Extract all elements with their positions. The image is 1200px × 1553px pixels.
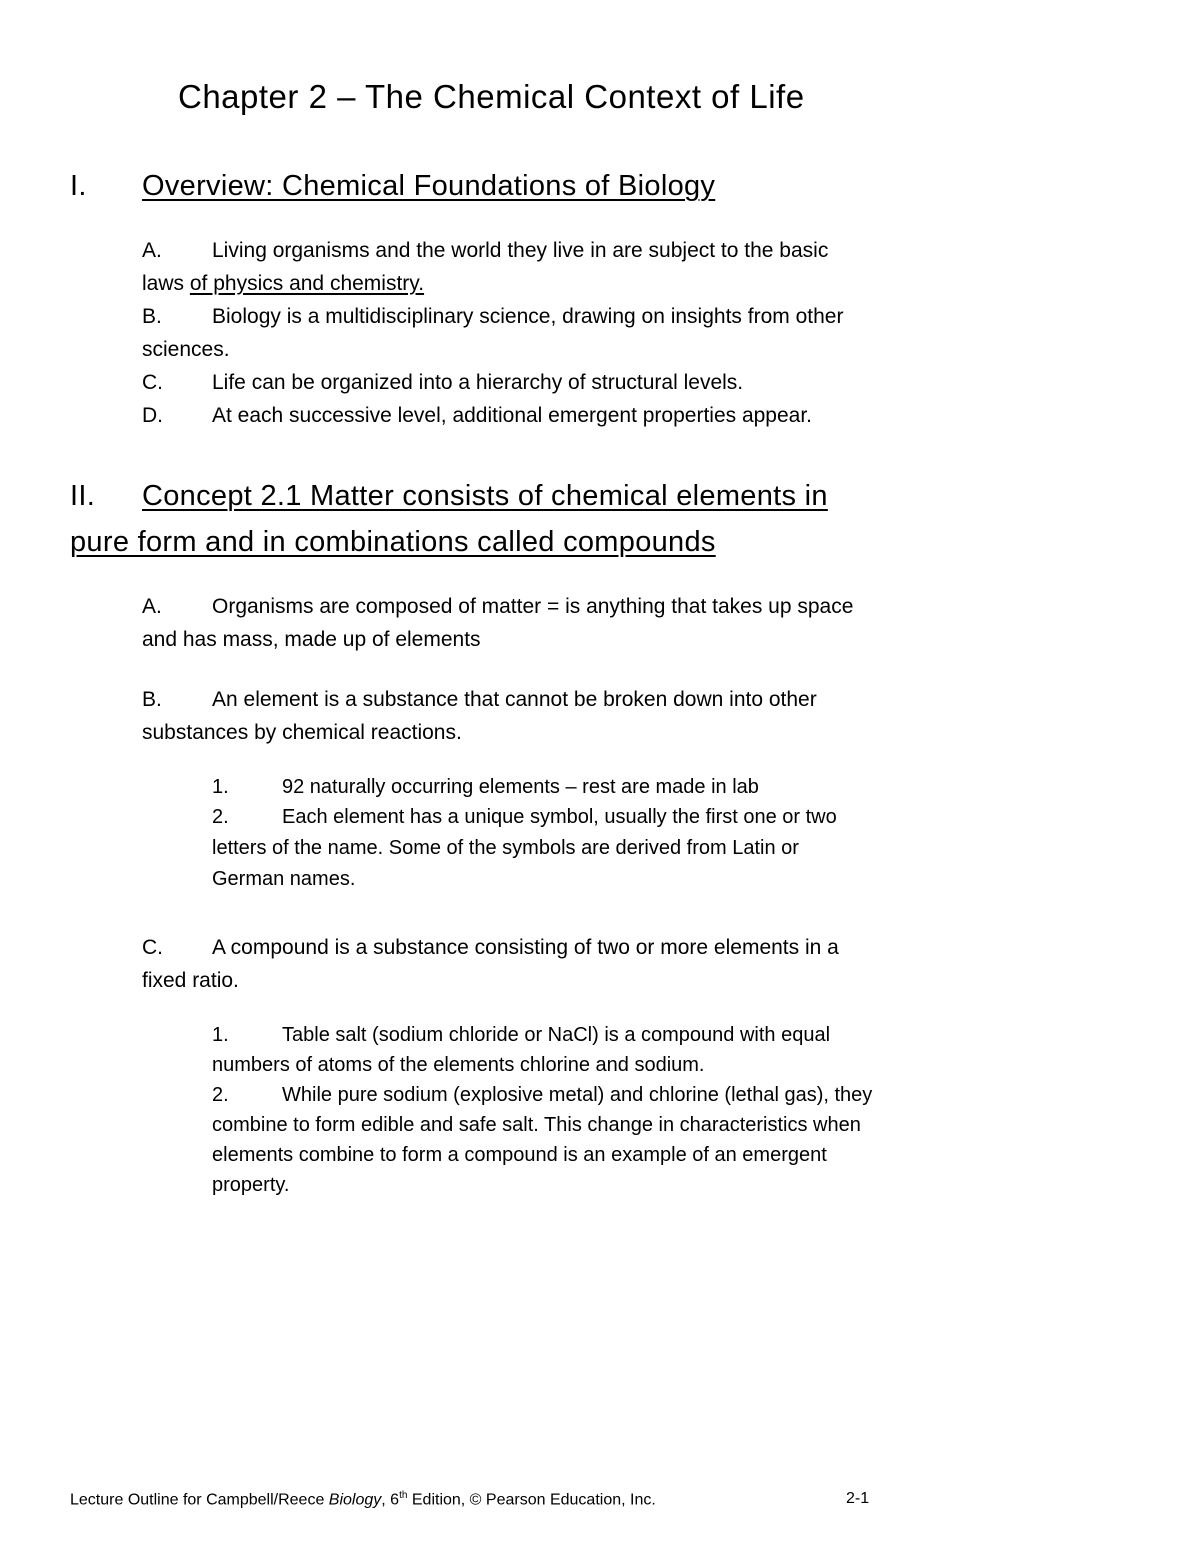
- item-text-line1: A compound is a substance consisting of two or more elements in a: [212, 936, 839, 959]
- page-title: Chapter 2 – The Chemical Context of Life: [178, 78, 805, 115]
- subitem-text-line2: numbers of atoms of the elements chlorine and sodium.: [212, 1054, 705, 1076]
- item-text-line1: Organisms are composed of matter = is anything that takes up space: [212, 595, 854, 618]
- section-2-number: II.: [70, 480, 96, 512]
- section-1-number: I.: [70, 170, 87, 202]
- item-label: D.: [142, 404, 163, 427]
- item-text-plain: laws: [142, 272, 190, 295]
- footer-publisher: Edition, © Pearson Education, Inc.: [407, 1491, 656, 1509]
- item-text-line1: An element is a substance that cannot be broken down into other: [212, 688, 817, 711]
- page-number: 2-1: [846, 1490, 870, 1507]
- item-label: A.: [142, 239, 162, 262]
- item-label: B.: [142, 305, 162, 328]
- subitem-text-line4: property.: [212, 1174, 290, 1196]
- item-text-line2: substances by chemical reactions.: [142, 721, 462, 744]
- footer-edition-number: , 6: [381, 1491, 400, 1509]
- footer-book-title: Biology: [328, 1491, 382, 1509]
- subitem-text-line3: elements combine to form a compound is an example of an emergent: [212, 1144, 827, 1166]
- section-2-title-line2: pure form and in combinations called compounds: [70, 526, 716, 558]
- section-2-title-line1: Concept 2.1 Matter consists of chemical elements in: [142, 480, 828, 512]
- subitem-label: 2.: [212, 1084, 229, 1106]
- subitem-label: 1.: [212, 1024, 229, 1046]
- item-text-line1: Biology is a multidisciplinary science, drawing on insights from other: [212, 305, 844, 328]
- item-label: C.: [142, 936, 163, 959]
- footer-citation: [70, 1490, 656, 1509]
- subitem-label: 2.: [212, 806, 229, 828]
- item-label: B.: [142, 688, 162, 711]
- subitem-text-line3: German names.: [212, 868, 356, 890]
- footer-edition-suffix: th: [399, 1490, 408, 1501]
- footer-text: Lecture Outline for Campbell/Reece: [70, 1491, 329, 1509]
- item-text-line1: Life can be organized into a hierarchy of structural levels.: [212, 371, 744, 394]
- subitem-text-line1: While pure sodium (explosive metal) and chlorine (lethal gas), they: [282, 1084, 873, 1106]
- item-label: C.: [142, 371, 163, 394]
- subitem-text-line2: letters of the name. Some of the symbols are derived from Latin or: [212, 837, 799, 859]
- subitem-text-line1: Each element has a unique symbol, usually the first one or two: [282, 806, 837, 828]
- item-text-line2: sciences.: [142, 338, 230, 361]
- item-text-underlined: of physics and chemistry.: [189, 272, 425, 295]
- subitem-label: 1.: [212, 776, 229, 798]
- item-label: A.: [142, 595, 162, 618]
- subitem-text-line1: 92 naturally occurring elements – rest are made in lab: [282, 776, 759, 798]
- subitem-text-line1: Table salt (sodium chloride or NaCl) is a compound with equal: [282, 1024, 831, 1046]
- item-text-line1: At each successive level, additional emergent properties appear.: [212, 404, 813, 427]
- subitem-text-line2: combine to form edible and safe salt. This change in characteristics when: [212, 1114, 861, 1136]
- item-text-line2: [142, 267, 424, 300]
- section-1-title: Overview: Chemical Foundations of Biology: [142, 170, 716, 202]
- item-text-line2: fixed ratio.: [142, 969, 239, 992]
- item-text-line1: Living organisms and the world they live in are subject to the basic: [212, 239, 829, 262]
- item-text-line2: and has mass, made up of elements: [142, 628, 481, 651]
